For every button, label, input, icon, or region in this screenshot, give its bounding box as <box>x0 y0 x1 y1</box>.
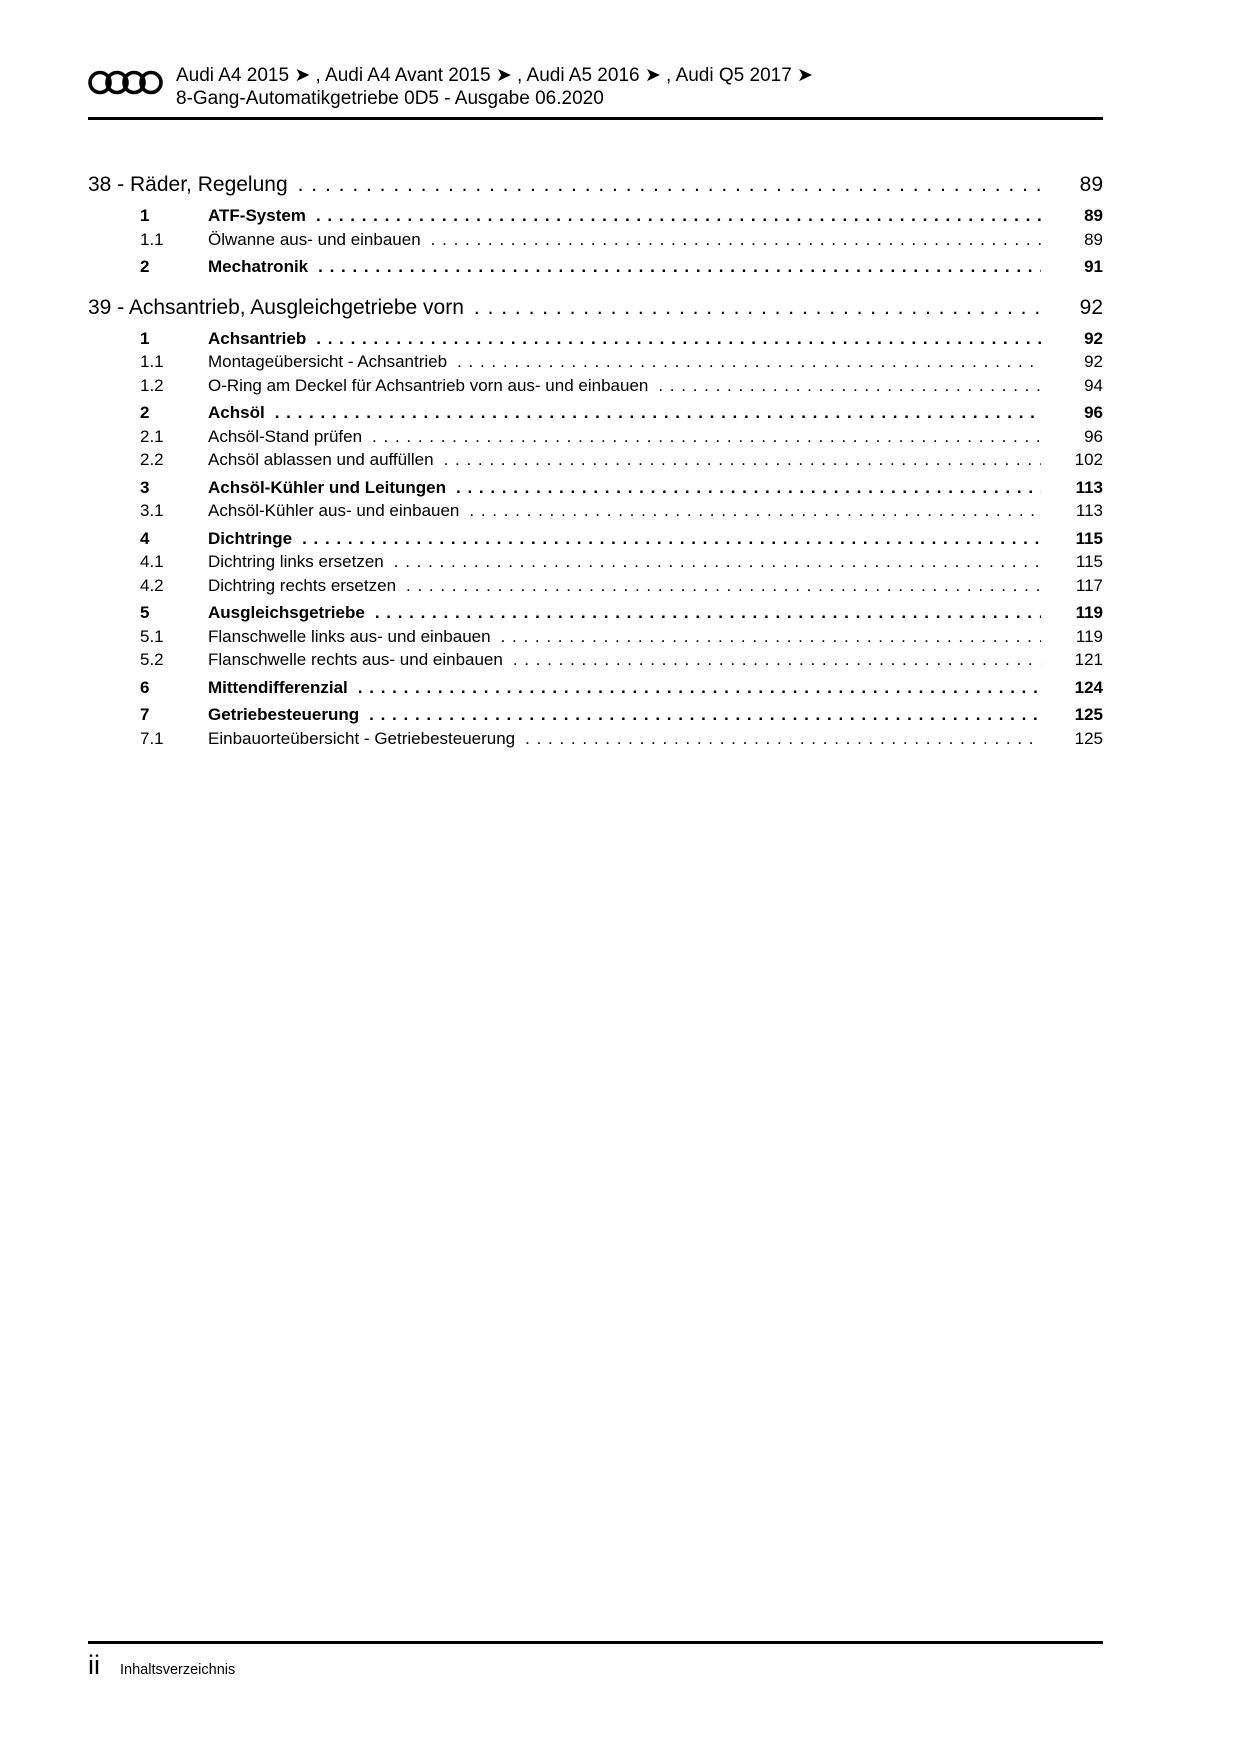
section-title: Flanschwelle rechts aus- und einbauen <box>208 650 503 669</box>
table-of-contents <box>88 170 1103 750</box>
page-header <box>88 0 1103 110</box>
footer-section-label: Inhaltsverzeichnis <box>120 1662 236 1678</box>
toc-section-row <box>88 676 1103 700</box>
section-number: 4.2 <box>140 575 164 595</box>
section-number: 6 <box>140 677 150 697</box>
dot-leader <box>513 648 1041 672</box>
section-page-number: 92 <box>1084 328 1103 348</box>
section-number: 2.2 <box>140 450 164 469</box>
section-number: 1 <box>140 206 150 225</box>
section-number: 1.1 <box>140 229 164 249</box>
toc-chapter-row <box>88 293 1103 323</box>
section-page-number: 96 <box>1084 403 1103 422</box>
section-title: Achsöl <box>208 403 265 422</box>
toc-chapter <box>88 170 1103 279</box>
dot-leader <box>658 374 1041 398</box>
section-number: 5 <box>140 603 150 622</box>
section-page-number: 96 <box>1084 426 1103 446</box>
section-number: 1 <box>140 328 150 348</box>
toc-section-row <box>88 401 1103 425</box>
dot-leader <box>369 703 1041 727</box>
dot-leader <box>302 527 1041 551</box>
section-page-number: 89 <box>1084 229 1103 249</box>
dot-leader <box>358 676 1041 700</box>
dot-leader <box>406 574 1041 598</box>
dot-leader <box>501 625 1041 649</box>
toc-section-row <box>88 527 1103 551</box>
toc-section-row <box>88 327 1103 351</box>
dot-leader <box>375 601 1041 625</box>
toc-section-row <box>88 476 1103 500</box>
section-page-number: 117 <box>1075 575 1103 595</box>
dot-leader <box>431 228 1041 252</box>
section-number: 4 <box>140 528 150 548</box>
section-number: 4.1 <box>140 552 164 571</box>
dot-leader <box>316 204 1041 228</box>
dot-leader <box>457 350 1041 374</box>
section-page-number: 113 <box>1075 501 1103 520</box>
audi-rings-icon <box>88 69 164 101</box>
section-title: Ausgleichsgetriebe <box>208 603 365 622</box>
section-page-number: 92 <box>1084 352 1103 371</box>
section-number: 1.2 <box>140 375 164 395</box>
section-number: 7 <box>140 705 150 724</box>
section-title: ATF-System <box>208 206 306 225</box>
header-edition-line: 8-Gang-Automatikgetriebe 0D5 - Ausgabe 06.2020 <box>176 88 604 109</box>
toc-section-row <box>88 574 1103 598</box>
toc-section-row <box>88 727 1103 751</box>
section-title: Mechatronik <box>208 257 309 276</box>
toc-section-row <box>88 625 1103 649</box>
dot-leader <box>474 293 1041 323</box>
toc-section-row <box>88 374 1103 398</box>
header-text <box>176 64 813 110</box>
chapter-title: 39 - Achsantrieb, Ausgleichgetriebe vorn <box>88 295 464 319</box>
toc-section-row <box>88 648 1103 672</box>
section-title: Montageübersicht - Achsantrieb <box>208 352 448 371</box>
section-title: Achsöl-Kühler aus- und einbauen <box>208 501 460 520</box>
dot-leader <box>316 327 1041 351</box>
section-title: Achsöl ablassen und auffüllen <box>208 450 434 469</box>
section-number: 3.1 <box>140 501 164 520</box>
section-title: Mittendifferenzial <box>208 677 348 697</box>
toc-section-row <box>88 204 1103 228</box>
section-number: 5.2 <box>140 650 164 669</box>
section-page-number: 102 <box>1074 450 1103 469</box>
section-title: Dichtring rechts ersetzen <box>208 575 397 595</box>
section-title: O-Ring am Deckel für Achsantrieb vorn aus- und einbauen <box>208 375 649 395</box>
toc-section-row <box>88 228 1103 252</box>
section-title: Ölwanne aus- und einbauen <box>208 229 421 249</box>
section-number: 2 <box>140 403 150 422</box>
section-page-number: 91 <box>1084 257 1103 276</box>
section-page-number: 115 <box>1075 552 1103 571</box>
dot-leader <box>318 255 1041 279</box>
section-title: Achsöl-Kühler und Leitungen <box>208 477 446 497</box>
page-content <box>88 0 1103 750</box>
section-number: 1.1 <box>140 352 164 371</box>
section-title: Achsöl-Stand prüfen <box>208 426 363 446</box>
footer-line <box>88 1650 1103 1680</box>
section-number: 5.1 <box>140 626 164 646</box>
dot-leader <box>444 448 1041 472</box>
toc-section-row <box>88 550 1103 574</box>
section-title: Einbauorteübersicht - Getriebesteuerung <box>208 728 516 748</box>
section-page-number: 124 <box>1074 677 1103 697</box>
section-number: 3 <box>140 477 150 497</box>
section-title: Flanschwelle links aus- und einbauen <box>208 626 491 646</box>
chapter-sections <box>88 204 1103 279</box>
section-page-number: 113 <box>1075 477 1103 497</box>
toc-chapter <box>88 293 1103 751</box>
toc-section-row <box>88 499 1103 523</box>
section-page-number: 121 <box>1074 650 1103 669</box>
section-page-number: 119 <box>1075 603 1103 622</box>
section-page-number: 89 <box>1084 206 1103 225</box>
section-title: Dichtringe <box>208 528 293 548</box>
dot-leader <box>372 425 1041 449</box>
section-page-number: 125 <box>1074 728 1103 748</box>
section-title: Getriebesteuerung <box>208 705 360 724</box>
toc-section-row <box>88 425 1103 449</box>
footer-divider <box>88 1641 1103 1644</box>
section-number: 2.1 <box>140 426 164 446</box>
toc-section-row <box>88 448 1103 472</box>
header-divider <box>88 117 1103 120</box>
dot-leader <box>469 499 1041 523</box>
section-page-number: 94 <box>1084 375 1103 395</box>
dot-leader <box>275 401 1041 425</box>
toc-section-row <box>88 350 1103 374</box>
chapter-title: 38 - Räder, Regelung <box>88 173 288 196</box>
section-number: 2 <box>140 257 150 276</box>
header-models-line: Audi A4 2015 ➤ , Audi A4 Avant 2015 ➤ , Audi A5 2016 ➤ , Audi Q5 2017 ➤ <box>176 65 813 86</box>
section-page-number: 115 <box>1075 528 1103 548</box>
dot-leader <box>456 476 1041 500</box>
chapter-page-number: 92 <box>1079 295 1103 319</box>
section-number: 7.1 <box>140 728 164 748</box>
toc-chapter-row <box>88 170 1103 200</box>
toc-section-row <box>88 255 1103 279</box>
chapter-sections <box>88 327 1103 751</box>
page-footer <box>88 1641 1103 1680</box>
toc-section-row <box>88 703 1103 727</box>
dot-leader <box>394 550 1041 574</box>
section-page-number: 119 <box>1075 626 1103 646</box>
toc-section-row <box>88 601 1103 625</box>
dot-leader <box>298 170 1041 200</box>
dot-leader <box>525 727 1041 751</box>
section-page-number: 125 <box>1074 705 1103 724</box>
section-title: Dichtring links ersetzen <box>208 552 384 571</box>
chapter-page-number: 89 <box>1079 173 1103 196</box>
footer-page-number: ii <box>88 1650 100 1680</box>
section-title: Achsantrieb <box>208 328 307 348</box>
